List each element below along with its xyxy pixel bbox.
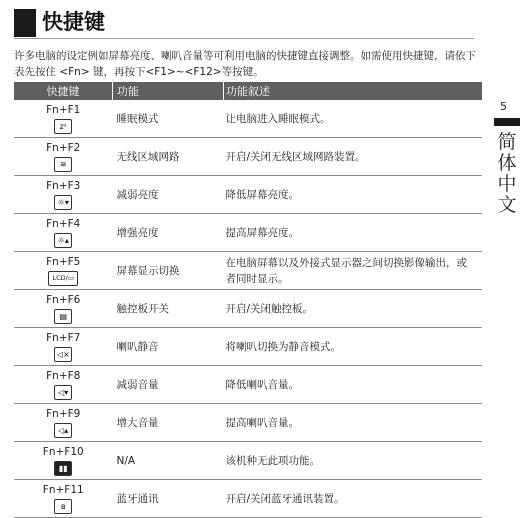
description-cell: 开启/关闭无线区域网路装置。: [224, 138, 483, 176]
function-cell: 睡眠模式: [113, 100, 224, 138]
description-cell: 开启/关闭蓝牙通讯装置。: [224, 480, 483, 518]
hotkey-cell: [14, 252, 113, 290]
wireless-icon: ≋: [54, 157, 72, 172]
description-cell: 在电脑屏幕以及外接式显示器之间切换影像输出，或者同时显示。: [224, 252, 483, 290]
page-title: 快捷键: [42, 10, 105, 34]
page-number: 5: [500, 100, 507, 113]
description-cell: 降低屏幕亮度。: [224, 176, 483, 214]
description-cell: 开启/关闭触控板。: [224, 290, 483, 328]
volume-down-icon: ◁▾: [54, 385, 72, 400]
description-cell: 提高屏幕亮度。: [224, 214, 483, 252]
hotkey-label: Fn+F7: [46, 331, 81, 344]
sleep-icon: zᶻ: [54, 119, 72, 134]
function-cell: 减弱音量: [113, 366, 224, 404]
table-row: [14, 214, 482, 252]
hotkey-cell: [14, 138, 113, 176]
language-char: 简: [497, 131, 517, 153]
table-row: [14, 252, 482, 290]
hotkey-cell: [14, 214, 113, 252]
function-cell: 屏幕显示切换: [113, 252, 224, 290]
table-row: [14, 176, 482, 214]
table-row: [14, 442, 482, 480]
hotkey-cell: [14, 290, 113, 328]
table-row: [14, 290, 482, 328]
hotkey-cell: [14, 176, 113, 214]
hotkey-label: Fn+F6: [46, 293, 81, 306]
hotkey-label: Fn+F8: [46, 369, 81, 382]
display-switch-icon: LCD/▭: [48, 271, 78, 286]
table-row: [14, 404, 482, 442]
hotkey-cell: [14, 328, 113, 366]
hotkey-label: Fn+F11: [42, 483, 84, 496]
language-char: 体: [497, 152, 517, 174]
table-row: [14, 480, 482, 518]
hotkey-cell: [14, 442, 113, 480]
brightness-up-icon: ☼▴: [54, 233, 72, 248]
hotkey-cell: [14, 480, 113, 518]
function-cell: 触控板开关: [113, 290, 224, 328]
table-header-row: [14, 82, 482, 100]
hotkey-label: Fn+F9: [46, 407, 81, 420]
language-char: 中: [497, 173, 517, 195]
description-cell: 让电脑进入睡眠模式。: [224, 100, 483, 138]
description-cell: 降低喇叭音量。: [224, 366, 483, 404]
header-description: 功能叙述: [224, 82, 483, 100]
function-cell: 增强亮度: [113, 214, 224, 252]
side-tab-marker: [494, 118, 520, 126]
bluetooth-icon: ʙ: [54, 499, 72, 514]
hotkey-cell: [14, 404, 113, 442]
function-cell: 增大音量: [113, 404, 224, 442]
hotkey-label: Fn+F3: [46, 179, 81, 192]
signal-icon: ▮▮: [54, 461, 72, 476]
description-cell: 将喇叭切换为静音模式。: [224, 328, 483, 366]
function-cell: N/A: [113, 442, 224, 480]
description-cell: 该机种无此项功能。: [224, 442, 483, 480]
hotkey-label: Fn+F10: [42, 445, 84, 458]
language-label: [495, 132, 519, 216]
title-marker: [14, 9, 36, 37]
table-row: [14, 366, 482, 404]
function-cell: 喇叭静音: [113, 328, 224, 366]
volume-up-icon: ◁▴: [54, 423, 72, 438]
hotkey-cell: [14, 100, 113, 138]
hotkey-label: Fn+F1: [46, 103, 81, 116]
table-row: [14, 138, 482, 176]
mute-icon: ◁×: [54, 347, 72, 362]
hotkey-label: Fn+F5: [46, 255, 81, 268]
hotkey-label: Fn+F4: [46, 217, 81, 230]
touchpad-icon: ▤: [54, 309, 72, 324]
table-row: [14, 100, 482, 138]
function-cell: 减弱亮度: [113, 176, 224, 214]
header-function: 功能: [113, 82, 224, 100]
hotkey-cell: [14, 366, 113, 404]
hotkey-table: [14, 82, 482, 518]
intro-paragraph: 许多电脑的设定例如屏幕亮度、喇叭音量等可利用电脑的快捷键直接调整。如需使用快捷键，请依下表先按住 <Fn> 键，再按下<F1>~<F12>等按键。: [14, 50, 476, 78]
function-cell: 蓝牙通讯: [113, 480, 224, 518]
hotkey-label: Fn+F2: [46, 141, 81, 154]
title-bar: [14, 8, 474, 39]
brightness-down-icon: ☼▾: [54, 195, 72, 210]
header-hotkey: 快捷键: [14, 82, 113, 100]
table-row: [14, 328, 482, 366]
language-char: 文: [497, 194, 517, 216]
description-cell: 提高喇叭音量。: [224, 404, 483, 442]
function-cell: 无线区域网路: [113, 138, 224, 176]
